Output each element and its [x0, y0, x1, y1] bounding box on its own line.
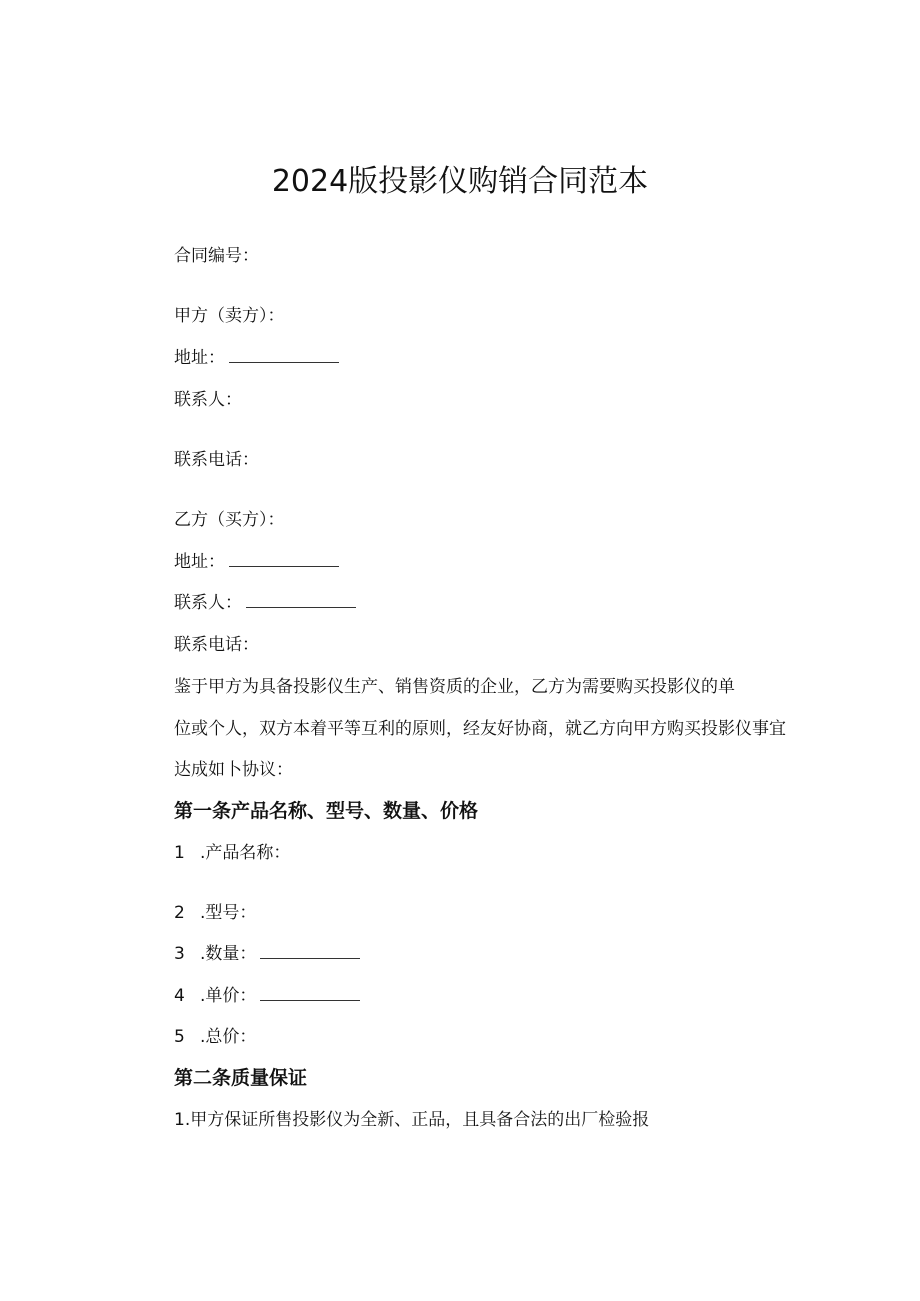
party-b-phone-label: 联系电话： — [174, 635, 259, 655]
preamble-line-3: 达成如卜协议： — [174, 760, 293, 780]
item-number: 4 — [174, 986, 185, 1006]
party-a-address-label: 地址： — [174, 348, 225, 368]
item-label: .单价： — [200, 986, 257, 1006]
document-title: 2024版投影仪购销合同范本 — [271, 164, 649, 199]
unit-price-blank — [260, 986, 360, 1001]
article-1-item-3 — [174, 941, 360, 967]
article-1-item-2 — [174, 900, 256, 926]
party-b-heading: 乙方（买方）： — [174, 510, 285, 530]
preamble-line-2: 位或个人，双方本着平等互利的原则，经友好协商，就乙方向甲方购买投影仪事宜 — [174, 719, 786, 739]
party-a-address-blank — [229, 348, 339, 363]
item-number: 2 — [174, 903, 185, 923]
item-number: 5 — [174, 1027, 185, 1047]
item-number: 1 — [174, 843, 185, 863]
article-2-heading: 第二条质量保证 — [174, 1067, 308, 1089]
contract-number-label: 合同编号： — [174, 246, 259, 266]
article-1-item-4 — [174, 983, 360, 1009]
party-b-address — [174, 549, 339, 575]
party-b-address-blank — [229, 552, 339, 567]
party-b-contact-blank — [246, 593, 356, 608]
party-a-address — [174, 345, 339, 371]
article-1-item-5 — [174, 1024, 256, 1050]
party-a-contact-label: 联系人： — [174, 390, 242, 410]
article-1-item-1 — [174, 840, 290, 866]
party-b-address-label: 地址： — [174, 552, 225, 572]
party-a-phone-label: 联系电话： — [174, 450, 259, 470]
article-1-heading: 第一条产品名称、型号、数量、价格 — [174, 800, 479, 822]
item-label: .型号： — [200, 903, 257, 923]
quantity-blank — [260, 944, 360, 959]
preamble-line-1: 鉴于甲方为具备投影仪生产、销售资质的企业，乙方为需要购买投影仪的单 — [174, 677, 735, 697]
article-2-item-1: 1.甲方保证所售投影仪为全新、正品，且具备合法的出厂检验报 — [174, 1110, 650, 1130]
party-a-heading: 甲方（卖方）： — [174, 306, 285, 326]
party-b-contact — [174, 590, 356, 616]
item-number: 3 — [174, 944, 185, 964]
item-label: .产品名称： — [200, 843, 291, 863]
item-label: .数量： — [200, 944, 257, 964]
party-b-contact-label: 联系人： — [174, 593, 242, 613]
item-label: .总价： — [200, 1027, 257, 1047]
